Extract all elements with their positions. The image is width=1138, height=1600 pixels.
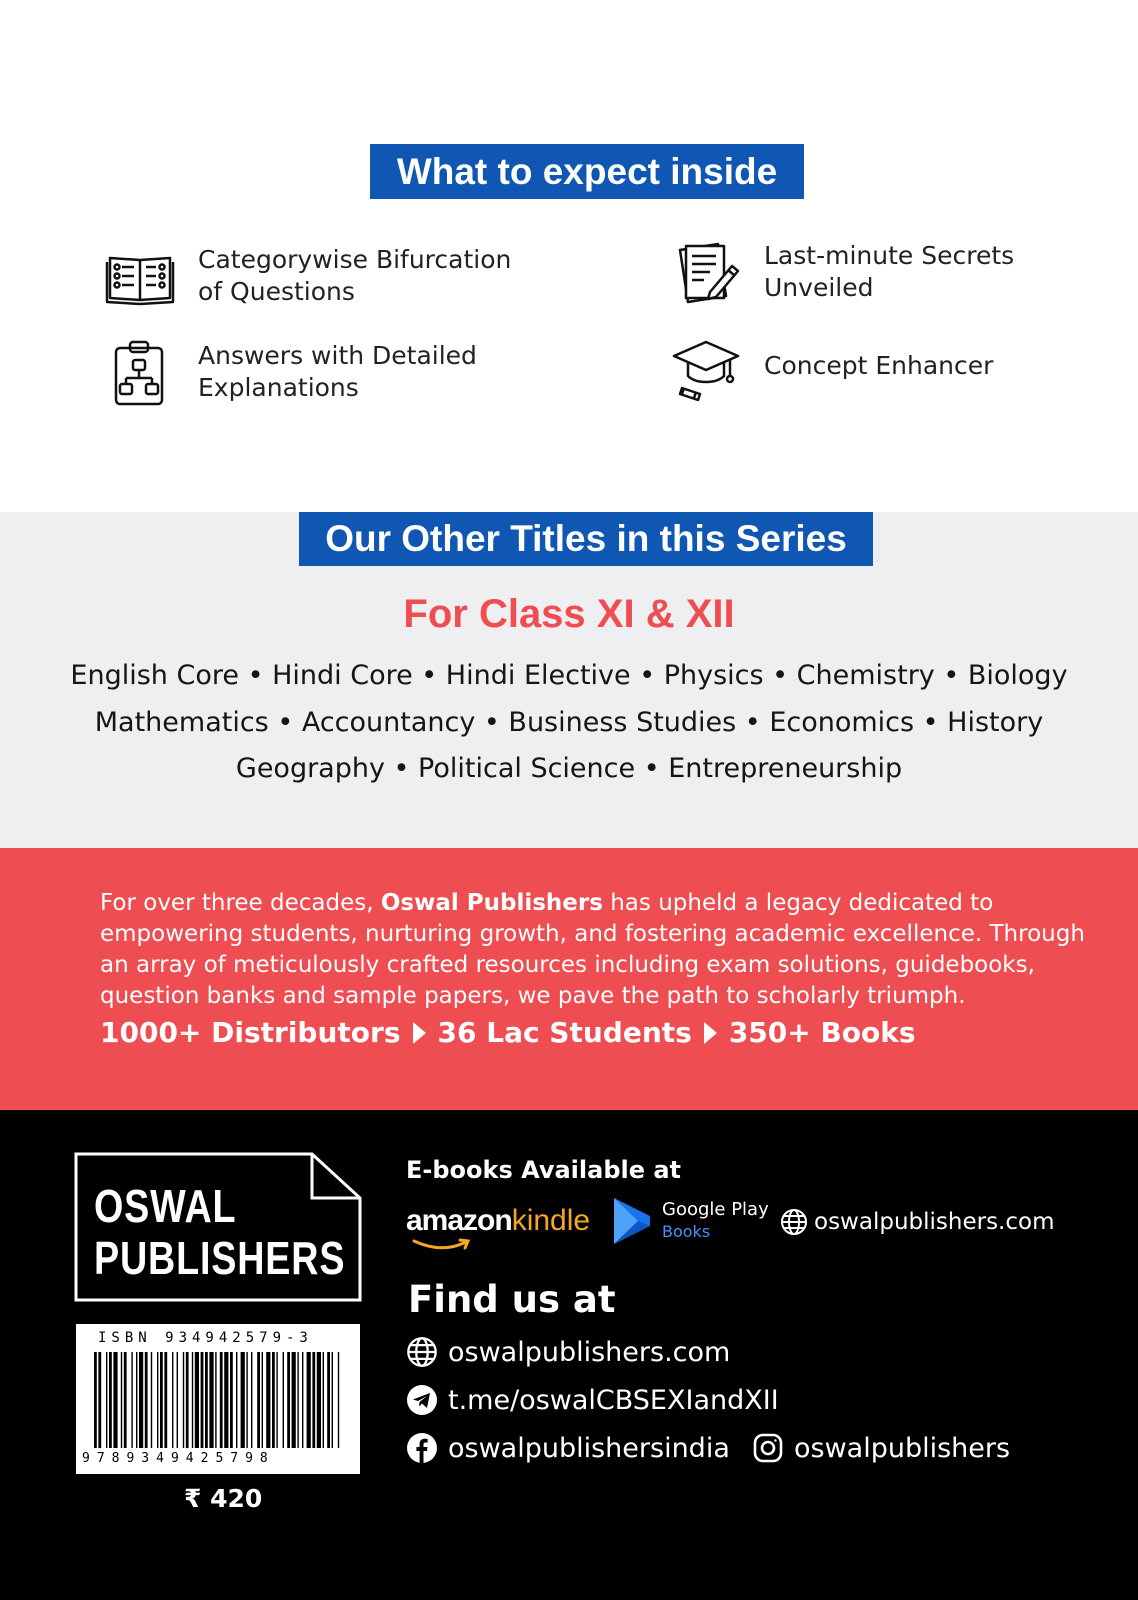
feature-item — [104, 240, 511, 312]
feature-item — [670, 236, 1014, 308]
stat-students: 36 Lac Students — [437, 1016, 692, 1049]
publisher-logo — [74, 1152, 362, 1302]
feature-text — [198, 244, 511, 308]
footer-section — [0, 1110, 1138, 1600]
about-section — [0, 848, 1138, 1110]
expect-heading: What to expect inside — [370, 144, 804, 199]
amazon-wordmark: amazon — [406, 1204, 512, 1237]
logo-wordmark — [94, 1180, 345, 1284]
kindle-wordmark: kindle — [511, 1204, 591, 1237]
ebooks-website-link[interactable] — [780, 1208, 1055, 1236]
feature-line: of Questions — [198, 277, 355, 306]
titles-section — [0, 512, 1138, 848]
website-link[interactable] — [406, 1336, 730, 1368]
feature-line: Concept Enhancer — [764, 351, 994, 380]
google-play-books-text — [662, 1199, 769, 1243]
telegram-link[interactable] — [406, 1384, 779, 1416]
about-prefix: For over three decades, — [100, 890, 381, 916]
books-label: Books — [662, 1222, 711, 1241]
play-arrow-icon — [704, 1022, 717, 1044]
instagram-text: oswalpublishers — [794, 1432, 1011, 1464]
stats-row — [100, 1016, 916, 1049]
expect-section — [0, 0, 1138, 512]
about-suffix: has upheld a legacy dedicated to empowering students, nurturing growth, and fostering academic excellence. Through an array of meticulously crafted resources including exam solutions, guidebooks, question banks and sample papers, we pave the path to scholarly triumph. — [100, 890, 1085, 1009]
telegram-icon — [406, 1384, 438, 1416]
website-text: oswalpublishers.com — [448, 1336, 731, 1368]
amazon-kindle-logo[interactable] — [406, 1204, 590, 1238]
clipboard-flowchart-icon — [104, 336, 176, 408]
price-label: ₹ 420 — [184, 1484, 263, 1513]
ebooks-website-text: oswalpublishers.com — [814, 1209, 1055, 1235]
about-brand: Oswal Publishers — [380, 890, 603, 916]
globe-icon — [406, 1336, 438, 1368]
facebook-icon — [406, 1432, 438, 1464]
subject-list-line: English Core • Hindi Core • Hindi Elective • Physics • Chemistry • Biology — [70, 660, 1068, 691]
find-us-heading: Find us at — [408, 1278, 616, 1321]
class-heading: For Class XI & XII — [403, 592, 735, 636]
facebook-text: oswalpublishersindia — [448, 1432, 730, 1464]
titles-heading: Our Other Titles in this Series — [299, 512, 873, 566]
isbn-barcode — [76, 1324, 360, 1474]
feature-line: Explanations — [198, 373, 359, 402]
graduation-cap-icon — [670, 330, 742, 402]
logo-line-2: PUBLISHERS — [94, 1232, 346, 1284]
amazon-smile-icon — [412, 1238, 472, 1252]
facebook-link[interactable] — [406, 1432, 730, 1464]
ebooks-heading: E-books Available at — [406, 1156, 682, 1184]
feature-line: Last-minute Secrets — [764, 241, 1015, 270]
feature-line: Categorywise Bifurcation — [198, 245, 512, 274]
stat-books: 350+ Books — [728, 1016, 916, 1049]
google-play-label: Google Play — [662, 1199, 769, 1220]
barcode-digits: 9789349425798 — [82, 1451, 275, 1466]
subject-list-line: Geography • Political Science • Entrepreneurship — [235, 753, 903, 784]
feature-item — [104, 336, 477, 408]
subject-list-line: Mathematics • Accountancy • Business Studies • Economics • History — [94, 707, 1044, 738]
feature-text — [764, 240, 1014, 304]
telegram-text: t.me/oswalCBSEXIandXII — [448, 1384, 779, 1416]
feature-text — [198, 340, 477, 404]
feature-item — [670, 330, 993, 402]
google-play-books-logo[interactable] — [610, 1196, 769, 1246]
instagram-icon — [752, 1432, 784, 1464]
feature-text — [764, 350, 993, 382]
stat-distributors: 1000+ Distributors — [100, 1016, 401, 1049]
book-icon — [104, 240, 176, 312]
feature-line: Answers with Detailed — [198, 341, 477, 370]
play-arrow-icon — [413, 1022, 426, 1044]
notes-pencil-icon — [670, 236, 742, 308]
isbn-label: ISBN 934942579-3 — [98, 1330, 313, 1346]
globe-icon — [780, 1208, 808, 1236]
instagram-link[interactable] — [752, 1432, 1010, 1464]
google-play-books-icon — [610, 1196, 654, 1246]
logo-line-1: OSWAL — [94, 1180, 237, 1232]
feature-line: Unveiled — [764, 273, 874, 302]
barcode-bars — [94, 1352, 344, 1450]
about-paragraph — [100, 888, 1110, 1012]
